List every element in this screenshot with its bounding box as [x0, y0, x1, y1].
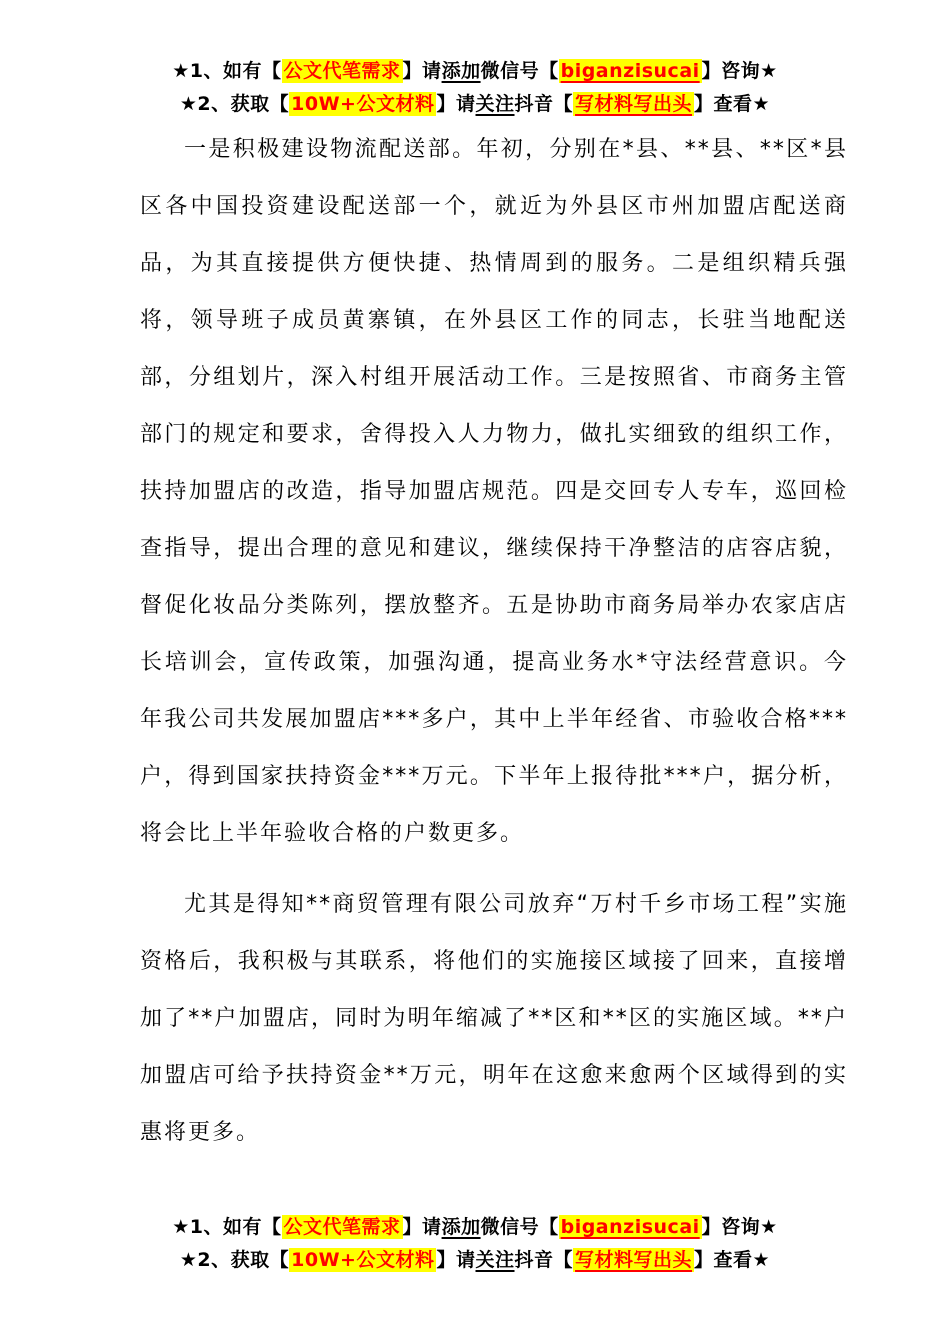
promo-banner-line1: [0, 1211, 950, 1244]
promo-banner-top: [0, 0, 950, 121]
promo-line2-underline-follow: 关注: [475, 1249, 515, 1271]
document-body: [140, 121, 848, 1161]
promo-line1-wechat-id: biganzisucai: [560, 60, 700, 82]
promo-line1-underline-add: 添加: [441, 60, 481, 82]
promo-line2-douyin-id: 写材料写出头: [575, 93, 693, 115]
promo-line2-prefix: ★2、获取【: [179, 93, 290, 115]
promo-line1-prefix: ★1、如有【: [172, 1216, 282, 1238]
promo-line2-highlight-materials: 10W+公文材料: [291, 1249, 435, 1271]
promo-line1-suffix: 】咨询★: [701, 1216, 778, 1238]
promo-line2-suffix: 】查看★: [694, 93, 771, 115]
promo-banner-line2: [0, 1244, 950, 1277]
promo-banner-line1: [0, 55, 950, 88]
promo-line2-prefix: ★2、获取【: [179, 1249, 290, 1271]
promo-banner-line2: [0, 88, 950, 121]
promo-line1-mid1: 】请: [402, 1216, 442, 1238]
promo-line1-wechat-id: biganzisucai: [560, 1216, 700, 1238]
paragraph-2: 尤其是得知**商贸管理有限公司放弃“万村千乡市场工程”实施资格后，我积极与其联系，将他们的实施接区域接了回来，直接增加了**户加盟店，同时为明年缩减了**区和**区的实施区域。**户加盟店可给予扶持资金**万元，明年在这愈来愈两个区域得到的实惠将更多。: [140, 892, 848, 1145]
promo-line2-underline-follow: 关注: [475, 93, 515, 115]
promo-line1-underline-add: 添加: [441, 1216, 481, 1238]
promo-line1-highlight-service: 公文代笔需求: [283, 60, 401, 82]
promo-line2-mid1: 】请: [436, 93, 476, 115]
promo-line2-mid1: 】请: [436, 1249, 476, 1271]
paragraph-1: 一是积极建设物流配送部。年初，分别在*县、**县、**区*县区各中国投资建设配送部一个，就近为外县区市州加盟店配送商品，为其直接提供方便快捷、热情周到的服务。二是组织精兵强将，领导班子成员黄寨镇，在外县区工作的同志，长驻当地配送部，分组划片，深入村组开展活动工作。三是按照省、市商务主管部门的规定和要求，舍得投入人力物力，做扎实细致的组织工作，扶持加盟店的改造，指导加盟店规范。四是交回专人专车，巡回检查指导，提出合理的意见和建议，继续保持干净整洁的店容店貌，督促化妆品分类陈列，摆放整齐。五是协助市商务局举办农家店店长培训会，宣传政策，加强沟通，提高业务水*守法经营意识。今年我公司共发展加盟店***多户，其中上半年经省、市验收合格***户，得到国家扶持资金***万元。下半年上报待批***户，据分析，将会比上半年验收合格的户数更多。: [140, 137, 848, 846]
promo-line2-douyin-id: 写材料写出头: [575, 1249, 693, 1271]
promo-line1-mid2: 微信号【: [480, 1216, 559, 1238]
promo-line1-highlight-service: 公文代笔需求: [283, 1216, 401, 1238]
promo-line2-highlight-materials: 10W+公文材料: [291, 93, 435, 115]
promo-banner-bottom: [0, 1211, 950, 1277]
promo-line1-suffix: 】咨询★: [701, 60, 778, 82]
promo-line1-prefix: ★1、如有【: [172, 60, 282, 82]
promo-line2-mid2: 抖音【: [514, 1249, 574, 1271]
promo-line2-suffix: 】查看★: [694, 1249, 771, 1271]
promo-line1-mid2: 微信号【: [480, 60, 559, 82]
promo-line2-mid2: 抖音【: [514, 93, 574, 115]
promo-line1-mid1: 】请: [402, 60, 442, 82]
